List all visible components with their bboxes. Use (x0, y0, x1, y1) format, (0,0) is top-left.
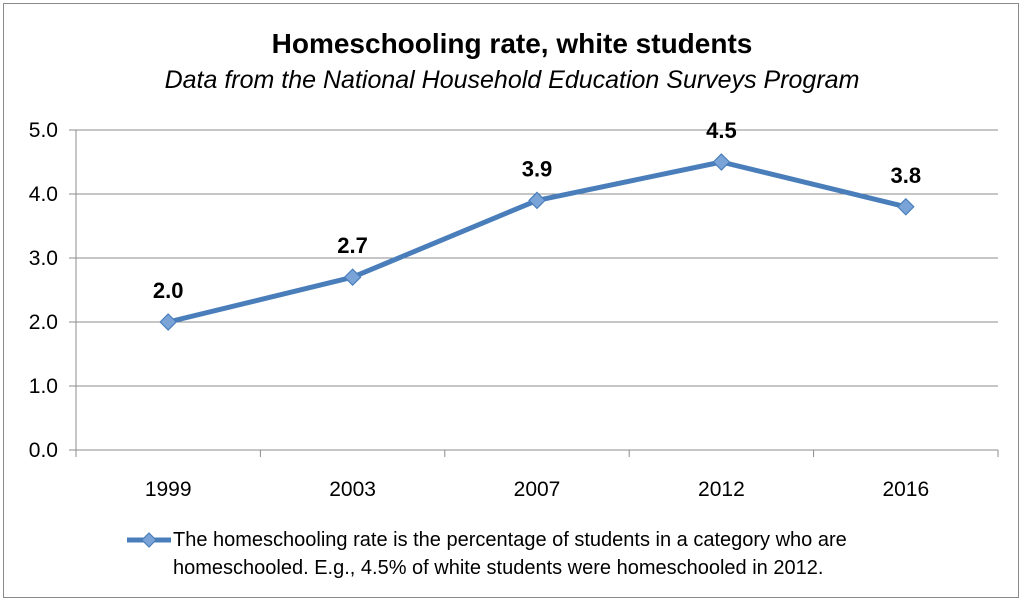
data-label-2016: 3.8 (890, 162, 922, 188)
chart-title: Homeschooling rate, white students (271, 28, 753, 59)
x-tick-label-2003: 2003 (329, 478, 376, 501)
data-point-marker-2016 (898, 199, 914, 215)
series-line (168, 162, 906, 322)
x-tick-label-1999: 1999 (144, 478, 192, 501)
legend-entry-label: The homeschooling rate is the percentage of students in a category who are homeschooled. E.g., 4.5% of white students were homeschooled in 2012. (173, 529, 847, 579)
y-tick-label: 0.0 (28, 439, 58, 462)
data-label-2012: 4.5 (706, 118, 737, 143)
x-tick-labels (145, 478, 929, 501)
y-tick-labels (29, 119, 58, 462)
data-label-1999: 2.0 (152, 278, 184, 303)
data-point-marker-1999 (160, 314, 176, 330)
y-tick-label: 4.0 (28, 183, 58, 206)
y-tick-label: 1.0 (28, 375, 58, 398)
chart-subtitle: Data from the National Household Education Surveys Program (164, 66, 860, 94)
y-tick-label: 5.0 (28, 119, 58, 142)
x-tick-label-2012: 2012 (698, 478, 745, 501)
data-point-marker-2007 (529, 192, 545, 208)
x-tick-label-2007: 2007 (513, 478, 561, 501)
x-tick-label-2016: 2016 (882, 478, 930, 501)
legend-marker (142, 533, 156, 547)
data-point-marker-2012 (713, 154, 729, 170)
legend-key (127, 530, 171, 550)
y-tick-label: 3.0 (28, 247, 58, 270)
data-label-2003: 2.7 (337, 233, 368, 259)
data-point-marker-2003 (345, 269, 361, 285)
data-labels (153, 118, 921, 303)
y-tick-label: 2.0 (28, 311, 58, 334)
data-label-2007: 3.9 (521, 156, 553, 182)
